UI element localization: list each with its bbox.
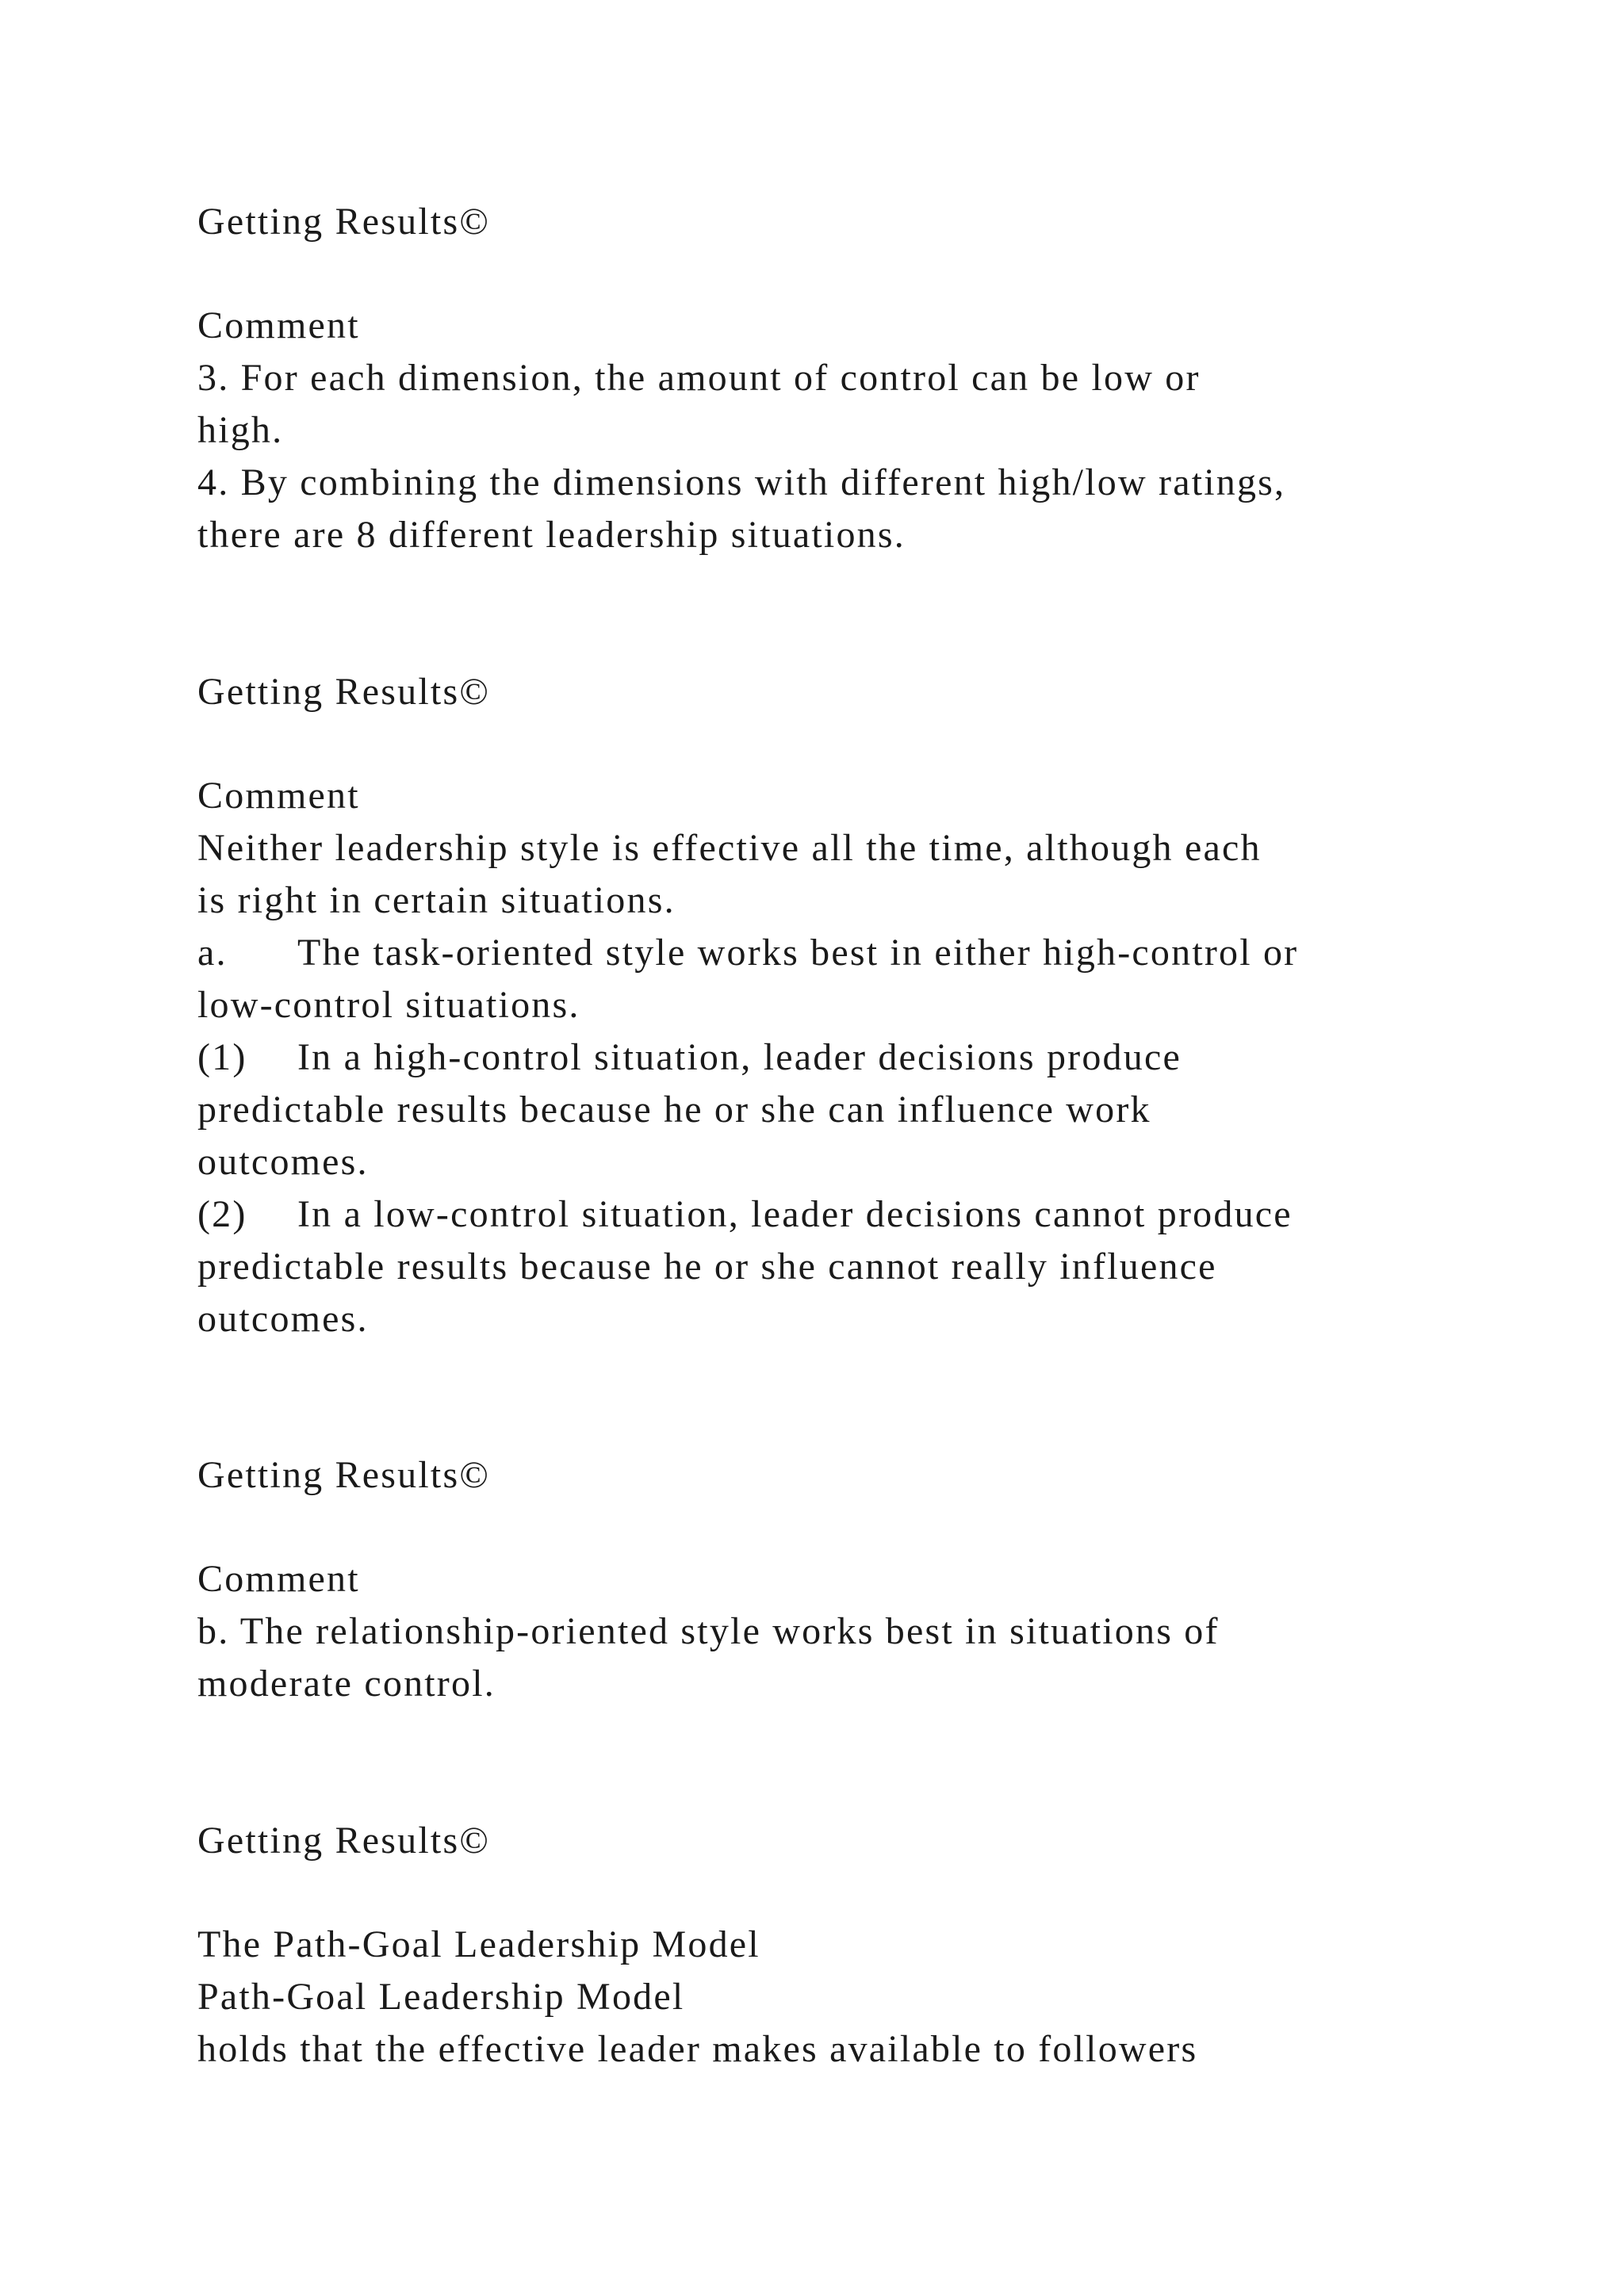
list-item-2: [197, 1188, 1293, 1241]
section-header: Getting Results©: [197, 671, 490, 713]
body-line: high.: [197, 409, 284, 451]
list-item-1: [197, 1031, 1182, 1084]
body-line: is right in certain situations.: [197, 879, 676, 921]
section-heading: Comment: [197, 304, 360, 346]
body-line: there are 8 different leadership situations.: [197, 514, 906, 556]
list-item-text: In a low-control situation, leader decisions cannot produce: [297, 1193, 1293, 1235]
section-heading: Comment: [197, 1558, 360, 1600]
body-line: moderate control.: [197, 1663, 496, 1705]
body-line: predictable results because he or she cannot really influence: [197, 1246, 1217, 1288]
list-marker-2: (2): [197, 1193, 247, 1235]
section-header: Getting Results©: [197, 1820, 490, 1862]
section-header: Getting Results©: [197, 201, 490, 243]
body-line: Path-Goal Leadership Model: [197, 1976, 685, 2018]
body-line: holds that the effective leader makes available to followers: [197, 2028, 1198, 2070]
list-marker-a: a.: [197, 932, 228, 974]
body-line: outcomes.: [197, 1298, 369, 1340]
section-heading: The Path-Goal Leadership Model: [197, 1923, 760, 1965]
list-item-a: [197, 927, 1298, 979]
body-line: Neither leadership style is effective all the time, although each: [197, 827, 1262, 869]
list-item-text: In a high-control situation, leader decisions produce: [297, 1036, 1182, 1078]
body-line: b. The relationship-oriented style works best in situations of: [197, 1610, 1220, 1652]
body-line: 3. For each dimension, the amount of control can be low or: [197, 357, 1201, 399]
section-heading: Comment: [197, 775, 360, 817]
body-line: low-control situations.: [197, 984, 580, 1026]
list-item-text: The task-oriented style works best in either high-control or: [297, 932, 1299, 974]
list-marker-1: (1): [197, 1036, 247, 1078]
section-header: Getting Results©: [197, 1454, 490, 1496]
body-line: outcomes.: [197, 1141, 369, 1183]
body-line: 4. By combining the dimensions with different high/low ratings,: [197, 461, 1286, 503]
body-line: predictable results because he or she can influence work: [197, 1089, 1151, 1131]
